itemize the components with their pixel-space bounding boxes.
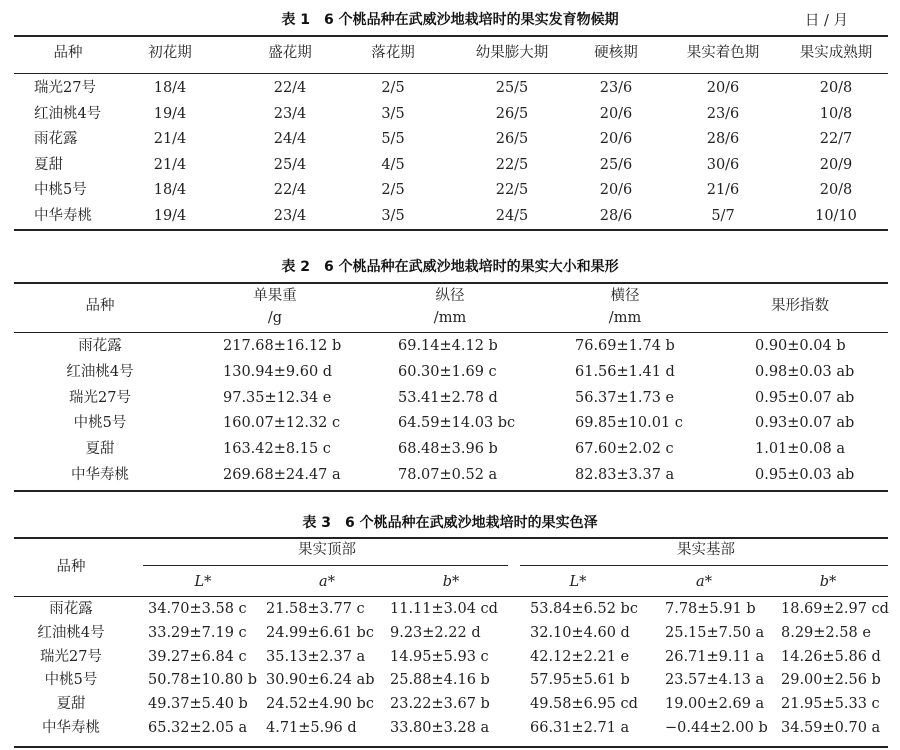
table1-value-cell: 21/4 — [153, 131, 187, 147]
table1-value-cell: 28/6 — [599, 208, 633, 224]
table3-value-cell: 8.29±2.58 e — [781, 625, 871, 641]
table1-value-cell: 20/8 — [819, 80, 853, 96]
table3-subheader-cell: a* — [319, 574, 335, 590]
table2-value-cell: 69.85±10.01 c — [575, 415, 683, 431]
table2-value-cell: 0.95±0.03 ab — [755, 467, 855, 483]
table1-value-cell: 21/4 — [153, 157, 187, 173]
table2-value-cell: 0.95±0.07 ab — [755, 390, 855, 406]
table2-header-cell: 横径 — [610, 288, 640, 304]
table1-value-cell: 23/4 — [273, 106, 307, 122]
table3-subheader-cell: b* — [819, 574, 837, 590]
table1-value-cell: 22/4 — [273, 182, 307, 198]
table2-unit-label: /mm — [608, 310, 642, 326]
table1-variety-cell: 夏甜 — [34, 157, 63, 173]
table2-value-cell: 0.90±0.04 b — [755, 338, 846, 354]
table2-value-cell: 53.41±2.78 d — [398, 390, 498, 406]
table2-value-cell: 76.69±1.74 b — [575, 338, 675, 354]
table2-value-cell: 78.07±0.52 a — [398, 467, 498, 483]
table1-value-cell: 23/6 — [706, 106, 740, 122]
table2-value-cell: 61.56±1.41 d — [575, 364, 675, 380]
table1-caption: 表 1 6 个桃品种在武威沙地栽培时的果实发育物候期 — [281, 12, 619, 28]
table3-value-cell: 53.84±6.52 bc — [530, 601, 638, 617]
table3-value-cell: 30.90±6.24 ab — [266, 672, 375, 688]
table2-value-cell: 64.59±14.03 bc — [398, 415, 516, 431]
table1-value-cell: 3/5 — [381, 106, 405, 122]
table3-value-cell: 39.27±6.84 c — [148, 649, 247, 665]
table2-variety-cell: 雨花露 — [78, 338, 122, 354]
table1-value-cell: 20/6 — [599, 182, 633, 198]
table3-value-cell: 49.37±5.40 b — [148, 696, 248, 712]
table1-value-cell: 21/6 — [706, 182, 740, 198]
table3-caption: 表 3 6 个桃品种在武威沙地栽培时的果实色泽 — [302, 515, 598, 531]
table3-variety-cell: 雨花露 — [49, 601, 93, 617]
table2-variety-cell: 中华寿桃 — [71, 467, 129, 483]
table1-value-cell: 20/6 — [599, 131, 633, 147]
table2-header-cell: 单果重 — [253, 288, 297, 304]
table1-value-cell: 5/7 — [711, 208, 735, 224]
table3-variety-cell: 中桃5号 — [44, 672, 98, 688]
table1-value-cell: 23/4 — [273, 208, 307, 224]
table1-header-cell: 硬核期 — [594, 45, 638, 61]
table2-variety-cell: 中桃5号 — [73, 415, 127, 431]
table1-top-rule — [14, 35, 888, 37]
table1-value-cell: 24/5 — [495, 208, 529, 224]
table1-value-cell: 20/6 — [706, 80, 740, 96]
table1-header-cell: 果实着色期 — [686, 45, 760, 61]
table3-value-cell: 9.23±2.22 d — [390, 625, 481, 641]
table1-unit: 日 / 月 — [804, 13, 848, 29]
table1-value-cell: 25/5 — [495, 80, 529, 96]
table3-value-cell: 21.58±3.77 c — [266, 601, 365, 617]
table3-top-rule — [14, 537, 888, 539]
table3-value-cell: 14.26±5.86 d — [781, 649, 881, 665]
table3-value-cell: 66.31±2.71 a — [530, 720, 630, 736]
table3-value-cell: 18.69±2.97 cd — [781, 601, 889, 617]
table3-value-cell: 21.95±5.33 c — [781, 696, 880, 712]
table2-bottom-rule — [14, 490, 888, 492]
table1-value-cell: 30/6 — [706, 157, 740, 173]
table1-value-cell: 24/4 — [273, 131, 307, 147]
table3-value-cell: 35.13±2.37 a — [266, 649, 366, 665]
table3-value-cell: 34.70±3.58 c — [148, 601, 247, 617]
table2-header-variety: 品种 — [85, 298, 115, 314]
table2-header-cell: 纵径 — [435, 288, 465, 304]
table1-value-cell: 22/5 — [495, 182, 529, 198]
table2-value-cell: 217.68±16.12 b — [223, 338, 342, 354]
table1-value-cell: 10/10 — [815, 208, 857, 224]
table3-value-cell: −0.44±2.00 b — [665, 720, 768, 736]
table1-value-cell: 25/4 — [273, 157, 307, 173]
table2-value-cell: 0.98±0.03 ab — [755, 364, 855, 380]
table1-value-cell: 18/4 — [153, 80, 187, 96]
table2-value-cell: 60.30±1.69 c — [398, 364, 497, 380]
table1-value-cell: 19/4 — [153, 106, 187, 122]
table1-header-cell: 幼果膨大期 — [475, 45, 549, 61]
table1-header-variety: 品种 — [53, 45, 83, 61]
table1-value-cell: 23/6 — [599, 80, 633, 96]
table1-value-cell: 20/6 — [599, 106, 633, 122]
table1-bottom-rule — [14, 229, 888, 231]
table2-variety-cell: 红油桃4号 — [66, 364, 134, 380]
table2-value-cell: 67.60±2.02 c — [575, 441, 674, 457]
table3-value-cell: 65.32±2.05 a — [148, 720, 248, 736]
table3-value-cell: 24.99±6.61 bc — [266, 625, 374, 641]
table3-value-cell: 29.00±2.56 b — [781, 672, 881, 688]
table1-value-cell: 2/5 — [381, 80, 405, 96]
table2-value-cell: 97.35±12.34 e — [223, 390, 332, 406]
table3-subheader-cell: a* — [696, 574, 712, 590]
table1-value-cell: 22/5 — [495, 157, 529, 173]
table3-value-cell: 25.15±7.50 a — [665, 625, 765, 641]
table3-value-cell: 11.11±3.04 cd — [390, 601, 498, 617]
table1-variety-cell: 红油桃4号 — [34, 106, 102, 122]
table3-value-cell: 49.58±6.95 cd — [530, 696, 638, 712]
table3-variety-cell: 红油桃4号 — [37, 625, 105, 641]
table3-value-cell: 26.71±9.11 a — [665, 649, 765, 665]
table1-value-cell: 18/4 — [153, 182, 187, 198]
table2-top-rule — [14, 282, 888, 284]
table1-value-cell: 22/7 — [819, 131, 853, 147]
table1-value-cell: 20/9 — [819, 157, 853, 173]
table3-variety-cell: 瑞光27号 — [40, 649, 102, 665]
table3-variety-header: 品种 — [56, 559, 86, 575]
table3-group-rule-top — [143, 565, 508, 566]
table3-header-rule — [14, 596, 888, 597]
table1-header-rule — [14, 73, 888, 74]
table1-value-cell: 5/5 — [381, 131, 405, 147]
table3-value-cell: 23.57±4.13 a — [665, 672, 765, 688]
table1-value-cell: 28/6 — [706, 131, 740, 147]
table1-variety-cell: 中华寿桃 — [34, 208, 92, 224]
table1-header-cell: 初花期 — [148, 45, 192, 61]
table1-value-cell: 3/5 — [381, 208, 405, 224]
table2-value-cell: 69.14±4.12 b — [398, 338, 498, 354]
table1-value-cell: 22/4 — [273, 80, 307, 96]
table1-value-cell: 25/6 — [599, 157, 633, 173]
table3-variety-cell: 中华寿桃 — [42, 720, 100, 736]
table3-value-cell: 19.00±2.69 a — [665, 696, 765, 712]
table3-value-cell: 23.22±3.67 b — [390, 696, 490, 712]
table2-value-cell: 68.48±3.96 b — [398, 441, 498, 457]
table2-value-cell: 269.68±24.47 a — [223, 467, 341, 483]
table2-variety-cell: 夏甜 — [85, 441, 115, 457]
table2-header-cell: 果形指数 — [771, 298, 829, 314]
table1-value-cell: 19/4 — [153, 208, 187, 224]
table2-value-cell: 0.93±0.07 ab — [755, 415, 855, 431]
table2-unit-label: /mm — [433, 310, 467, 326]
table3-bottom-rule — [14, 746, 888, 748]
table1-variety-cell: 雨花露 — [34, 131, 78, 147]
table2-variety-cell: 瑞光27号 — [69, 390, 131, 406]
table3-group-top: 果实顶部 — [298, 542, 356, 558]
table3-value-cell: 4.71±5.96 d — [266, 720, 357, 736]
table1-value-cell: 26/5 — [495, 106, 529, 122]
table3-value-cell: 25.88±4.16 b — [390, 672, 490, 688]
table2-value-cell: 1.01±0.08 a — [755, 441, 845, 457]
table2-value-cell: 160.07±12.32 c — [223, 415, 341, 431]
table1-value-cell: 2/5 — [381, 182, 405, 198]
table3-subheader-cell: b* — [442, 574, 460, 590]
table1-header-cell: 落花期 — [371, 45, 415, 61]
table3-group-rule-base — [520, 565, 888, 566]
table1-value-cell: 20/8 — [819, 182, 853, 198]
table2-caption: 表 2 6 个桃品种在武威沙地栽培时的果实大小和果形 — [281, 259, 619, 275]
table1-header-cell: 盛花期 — [268, 45, 312, 61]
table2-unit-label: /g — [267, 310, 283, 326]
table2-value-cell: 130.94±9.60 d — [223, 364, 333, 380]
table1-variety-cell: 瑞光27号 — [34, 80, 96, 96]
table3-subheader-cell: L* — [569, 574, 587, 590]
table2-header-rule — [14, 332, 888, 333]
table3-variety-cell: 夏甜 — [56, 696, 86, 712]
table3-value-cell: 32.10±4.60 d — [530, 625, 630, 641]
table3-value-cell: 24.52±4.90 bc — [266, 696, 374, 712]
table1-value-cell: 4/5 — [381, 157, 405, 173]
table1-value-cell: 10/8 — [819, 106, 853, 122]
table2-value-cell: 56.37±1.73 e — [575, 390, 675, 406]
table3-value-cell: 50.78±10.80 b — [148, 672, 258, 688]
table3-group-base: 果实基部 — [677, 542, 735, 558]
table3-value-cell: 14.95±5.93 c — [390, 649, 489, 665]
table3-value-cell: 34.59±0.70 a — [781, 720, 881, 736]
table2-value-cell: 163.42±8.15 c — [223, 441, 331, 457]
table3-value-cell: 57.95±5.61 b — [530, 672, 630, 688]
table3-subheader-cell: L* — [194, 574, 212, 590]
table2-value-cell: 82.83±3.37 a — [575, 467, 675, 483]
table3-value-cell: 33.29±7.19 c — [148, 625, 247, 641]
table1-variety-cell: 中桃5号 — [34, 182, 87, 198]
table3-value-cell: 33.80±3.28 a — [390, 720, 490, 736]
table1-header-cell: 果实成熟期 — [799, 45, 873, 61]
table1-value-cell: 26/5 — [495, 131, 529, 147]
table3-value-cell: 7.78±5.91 b — [665, 601, 756, 617]
table3-value-cell: 42.12±2.21 e — [530, 649, 630, 665]
